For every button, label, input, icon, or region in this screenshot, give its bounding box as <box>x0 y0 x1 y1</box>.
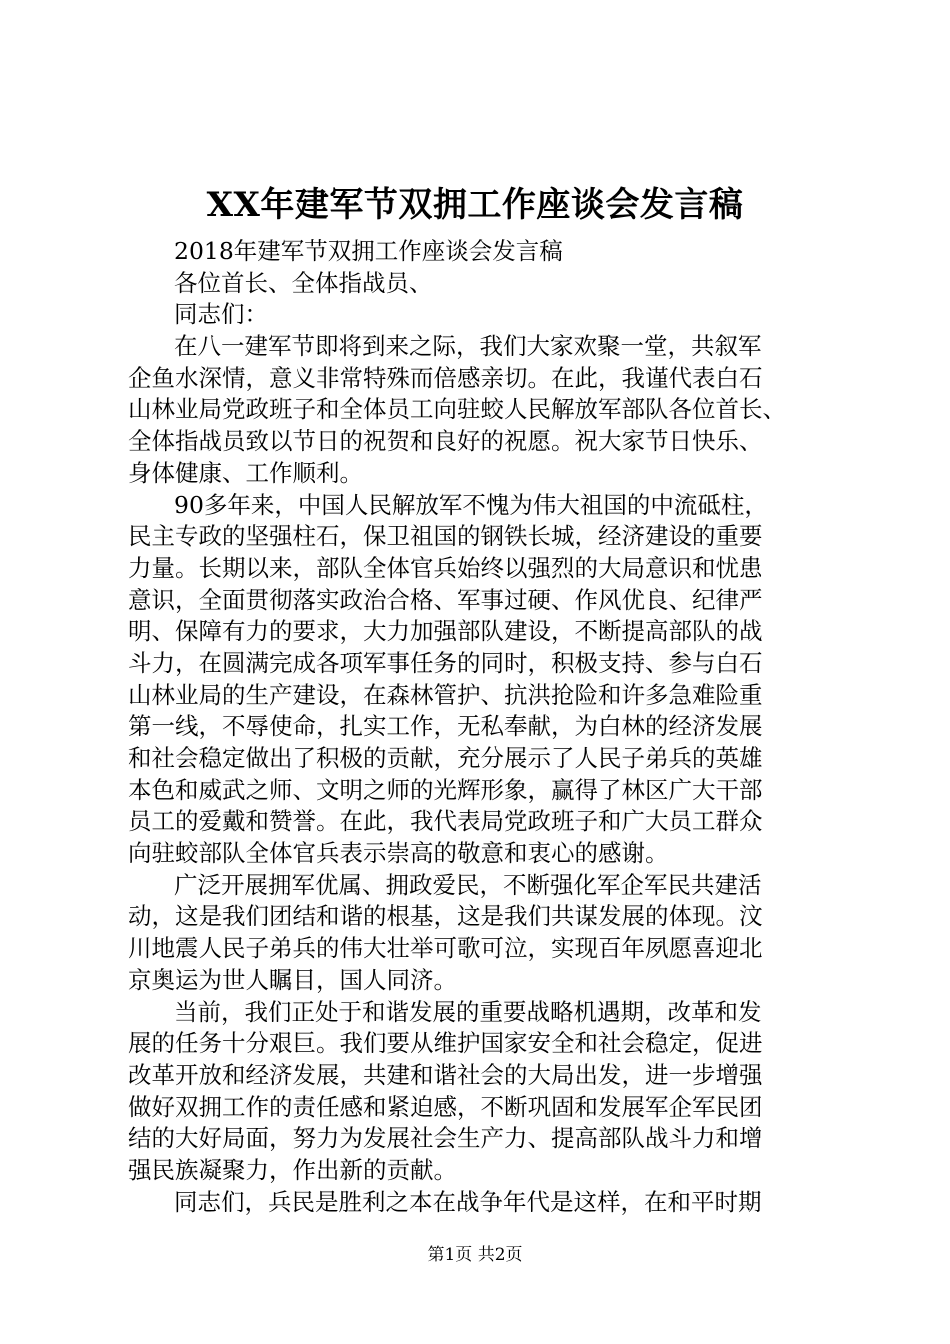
text-line: 全体指战员致以节日的祝贺和良好的祝愿。祝大家节日快乐、 <box>128 427 763 456</box>
text-line: 在八一建军节即将到来之际，我们大家欢聚一堂，共叙军 <box>174 332 762 361</box>
text-line: 民主专政的坚强柱石，保卫祖国的钢铁长城，经济建设的重要 <box>128 522 763 551</box>
document-title: XX年建军节双拥工作座谈会发言稿 <box>206 185 744 225</box>
text-line: 山林业局党政班子和全体员工向驻蛟人民解放军部队各位首长、 <box>128 395 786 424</box>
text-line: 展的任务十分艰巨。我们要从维护国家安全和社会稳定，促进 <box>128 1029 763 1058</box>
text-line: 和社会稳定做出了积极的贡献，充分展示了人民子弟兵的英雄 <box>128 744 763 772</box>
text-line: 动，这是我们团结和谐的根基，这是我们共谋发展的体现。汶 <box>128 902 763 931</box>
text-line: 同志们，兵民是胜利之本在战争年代是这样，在和平时期 <box>174 1187 762 1216</box>
text-line: 本色和威武之师、文明之师的光辉形象，赢得了林区广大干部 <box>128 775 763 804</box>
text-line: 第一线，不辱使命，扎实工作，无私奉献，为白林的经济发展 <box>128 712 763 741</box>
page-footer: 第1页 共2页 <box>427 1245 523 1265</box>
text-line: 川地震人民子弟兵的伟大壮举可歌可泣，实现百年夙愿喜迎北 <box>128 934 763 963</box>
text-line: 明、保障有力的要求，大力加强部队建设，不断提高部队的战 <box>128 617 763 646</box>
text-line: 力量。长期以来，部队全体官兵始终以强烈的大局意识和忧患 <box>128 553 763 582</box>
text-line: 员工的爱戴和赞誉。在此，我代表局党政班子和广大员工群众 <box>128 807 763 836</box>
text-line: 2018年建军节双拥工作座谈会发言稿 <box>174 237 563 265</box>
text-line: 向驻蛟部队全体官兵表示崇高的敬意和衷心的感谢。 <box>128 839 669 868</box>
text-line: 意识，全面贯彻落实政治合格、军事过硬、作风优良、纪律严 <box>128 585 763 614</box>
text-line: 斗力，在圆满完成各项军事任务的同时，积极支持、参与白石 <box>128 648 763 677</box>
text-line: 各位首长、全体指战员、 <box>174 268 433 297</box>
text-line: 企鱼水深情，意义非常特殊而倍感亲切。在此，我谨代表白石 <box>128 363 763 392</box>
text-line: 改革开放和经济发展，共建和谐社会的大局出发，进一步增强 <box>128 1060 763 1089</box>
text-line: 做好双拥工作的责任感和紧迫感，不断巩固和发展军企军民团 <box>128 1092 763 1121</box>
text-line: 结的大好局面，努力为发展社会生产力、提高部队战斗力和增 <box>128 1124 763 1153</box>
text-line: 京奥运为世人瞩目，国人同济。 <box>128 965 457 994</box>
text-line: 广泛开展拥军优属、拥政爱民，不断强化军企军民共建活 <box>174 870 762 899</box>
text-line: 同志们： <box>174 300 268 329</box>
document-body <box>128 236 840 1218</box>
text-line: 身体健康、工作顺利。 <box>128 458 363 487</box>
text-line: 强民族凝聚力，作出新的贡献。 <box>128 1155 457 1184</box>
text-line: 山林业局的生产建设，在森林管护、抗洪抢险和许多急难险重 <box>128 680 763 709</box>
text-line: 当前，我们正处于和谐发展的重要战略机遇期，改革和发 <box>174 997 762 1026</box>
text-line: 90多年来，中国人民解放军不愧为伟大祖国的中流砥柱， <box>174 490 768 519</box>
